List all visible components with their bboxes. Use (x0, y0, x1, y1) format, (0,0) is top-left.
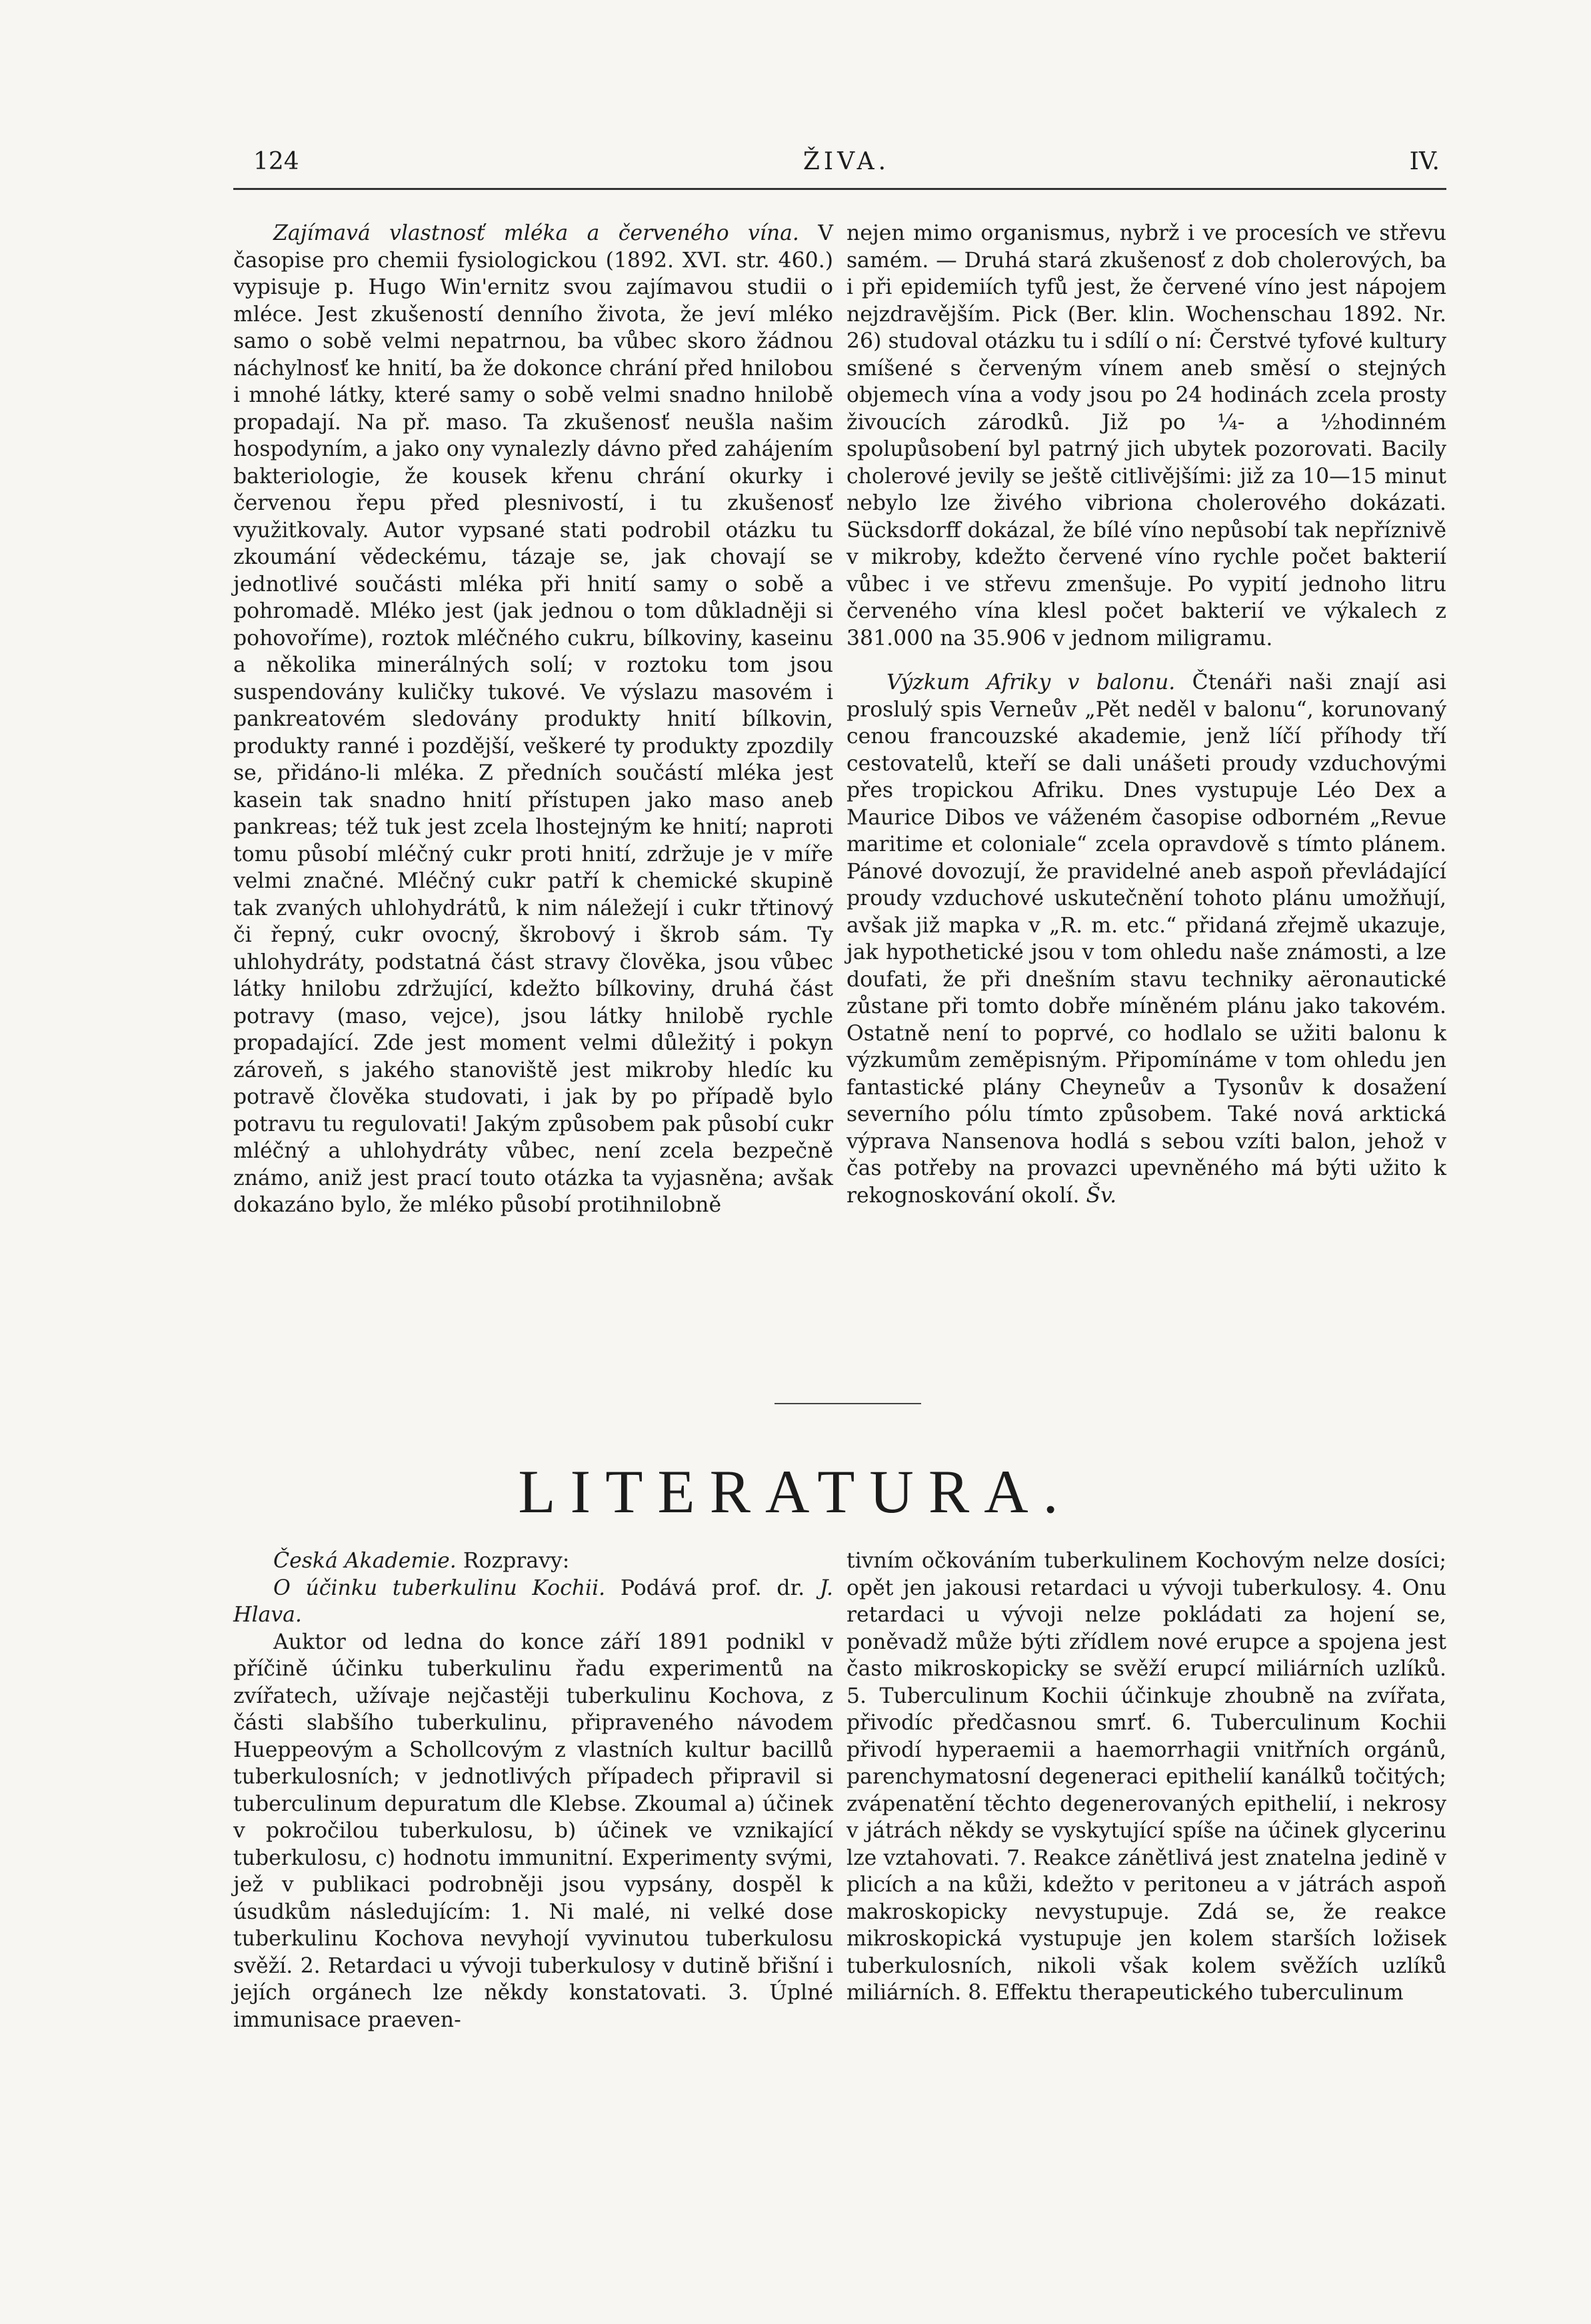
article-column-left (233, 220, 833, 1393)
article-paragraph (233, 220, 833, 1219)
article-column-right (846, 220, 1446, 1393)
article-title: Výzkum Afriky v balonu. (886, 670, 1176, 694)
article-paragraph (846, 669, 1446, 1209)
review-title-line (233, 1575, 833, 1629)
page-number: 124 (253, 148, 299, 175)
header-rule (233, 188, 1446, 190)
review-body: Auktor od ledna do konce září 1891 podnikl v příčině účinku tuberkulinu řadu experimentů na zvířatech, užívaje nejčastěji tuberkulinu Kochova, z části slabšího tuberkulinu, připraveného návodem Hueppeovým a Schollcovým z vlastních kultur bacillů tuberkulosních; v jednotlivých případech připravil si tuberculinum depuratum dle Klebse. Zkoumal a) účinek v pokročilou tuberkulosu, b) účinek ve vznikající tuberkulosu, c) hodnotu immunitní. Experimenty svými, jež v publikaci podrobněji jsou vypsány, dospěl k úsudkům následujícím: 1. Ni malé, ni velké dose tuberkulinu Kochova nevyhojí vyvinutou tuberkulosu svěží. 2. Retardaci u vývoji tuberkulosy v dutině břišní i jejích orgánech lze někdy konstatovati. 3. Úplné immunisace praeven- (233, 1630, 833, 2032)
review-work-title: O účinku tuberkulinu Kochii. (273, 1576, 606, 1600)
article-title: Zajímavá vlastnosť mléka a červeného vína. (273, 221, 799, 245)
section-heading: LITERATURA. (518, 1458, 1073, 1526)
journal-title: ŽIVA. (802, 148, 890, 175)
literature-column-left (233, 1548, 833, 2081)
volume-number: IV. (1409, 148, 1440, 175)
page-header (253, 148, 1440, 188)
review-continuation: tivním očkováním tuberkulinem Kochovým nelze dosíci; opět jen jakousi retardaci u vývoji tuberkulosy. 4. Onu retardaci u vývoji nelze pokládati za hojení se, poněvadž může býti zřídlem nové erupce a spojena jest často mikroskopicky se svěží erupcí miliárních uzlíků. 5. Tuberculinum Kochii účinkuje zhoubně na zvířata, přivodíc předčasnou smrť. 6. Tuberculinum Kochii přivodí hyperaemii a haemorrhagii vnitřních orgánů, parenchymatosní degeneraci epithelií kanálků točitých; zvápenatění těchto degenerovaných epithelií, i nekrosy v játrách někdy se vyskytující spíše na účinek glycerinu lze vztahovati. 7. Reakce zánětlivá jest znatelna jedině v plicích a na kůži, kdežto v peritoneu a v játrách aspoň makroskopicky nevystupuje. Zdá se, že reakce mikroskopická vystupuje jen kolem starších ložisek tuberkulosních, nikoli však kolem svěžích uzlíků miliárních. 8. Effektu therapeutického tuberculinum (846, 1549, 1446, 2005)
article-body: Čtenáři naši znají asi proslulý spis Verneův „Pět neděl v balonu“, korunovaný cenou francouzské akademie, jenž líčí příhody tří cestovatelů, kteří se dali unášeti proudy vzduchovými přes tropickou Afriku. Dnes vystupuje Léo Dex a Maurice Dibos ve váženém časopise odborném „Revue maritime et coloniale“ zcela opravdově s tímto plánem. Pánové dovozují, že pravidelné aneb aspoň převládající proudy vzduchové uskutečnění tohoto plánu umožňují, avšak již mapka v „R. m. etc.“ přidaná zřejmě ukazuje, jak hypothetické jsou v tom ohledu naše známosti, a lze doufati, že při dnešním stavu techniky aëronautické zůstane při tomto dobře míněném plánu jako takovém. Ostatně není to poprvé, co hodlalo se užiti balonu k výzkumům zeměpisným. Připomínáme v tom ohledu jen fantastické plány Cheyneův a Tysonův k dosažení severního pólu tímto způsobem. Také nová arktická výprava Nansenova hodlá s sebou vzíti balon, jehož v čas potřeby na provazci upevněného má býti užito k rekognoskování okolí. (846, 670, 1447, 1208)
article-continuation: nejen mimo organismus, nybrž i ve procesích ve střevu samém. — Druhá stará zkušenosť z dob cholerových, ba i při epidemiích tyfů jest, že červené víno jest nápojem nejzdravějším. Pick (Ber. klin. Wochenschau 1892. Nr. 26) studoval otázku tu i sdílí o ní: Čerstvé tyfové kultury smíšené s červeným vínem aneb směsí o stejných objemech vína a vody jsou po 24 hodinách zcela prosty živoucích zárodků. Již po ¼- a ½hodinném spolupůsobení byl patrný jich ubytek pozorovati. Bacily cholerové jevily se ještě citlivějšími: již za 10—15 minut nebylo lze živého vibriona cholerového dokázati. Sücksdorff dokázal, že bílé víno nepůsobí tak nepříznivě v mikroby, kdežto červené víno rychle počet bakterií vůbec i ve střevu zmenšuje. Po vypití jednoho litru červeného vína klesl počet bakterií ve výkalech z 381.000 na 35.906 v jednom miligramu. (846, 221, 1446, 650)
article-body: V časopise pro chemii fysiologickou (1892. XVI. str. 460.) vypisuje p. Hugo Win'ernitz svou zajímavou studii o mléce. Jest zkušeností denního života, že jeví mléko samo o sobě velmi nepatrnou, ba vůbec skoro žádnou náchylnosť ke hnití, ba že dokonce chrání před hnilobou i mnohé látky, které samy o sobě velmi snadno hnilobě propadají. Na př. maso. Ta zkušenosť neušla našim hospodyním, a jako ony vynalezly dávno před zahájením bakteriologie, že kousek křenu chrání okurky i červenou řepu před plesnivostí, i tu zkušenosť využitkovaly. Autor vypsané stati podrobil otázku tu zkoumání vědeckému, tázaje se, jak chovají se jednotlivé součásti mléka při hnití samy o sobě a pohromadě. Mléko jest (jak jednou o tom důkladněji si pohovoříme), roztok mléčného cukru, bílkoviny, kaseinu a několika minerálných solí; v roztoku tom jsou suspendovány kuličky tukové. Ve výslazu masovém i pankreatovém sledovány produkty hnití bílkovin, produkty ranné i pozdější, veškeré ty produkty zpozdily se, přidáno-li mléka. Z předních součástí mléka jest kasein tak snadno hnití přístupen jako maso aneb pankreas; též tuk jest zcela lhostejným ke hnití; naproti tomu působí mléčný cukr proti hnití, zdržuje je v míře velmi značné. Mléčný cukr patří k chemické skupině tak zvaných uhlohydrátů, k nim náležejí i cukr třtinový či řepný, cukr ovocný, škrobový i škrob sám. Ty uhlohydráty, podstatná část stravy člověka, jsou vůbec látky hnilobu zdržující, kdežto bílkoviny, druhá část potravy (maso, vejce), jsou látky hnilobě rychle propadající. Zde jest moment velmi důležitý i pokyn zároveň, s jakého stanoviště jest mikroby hledíc ku potravě člověka studovati, i jak by po případě bylo potravu tu regulovati! Jakým způsobem pak působí cukr mléčný a uhlohydráty vůbec, není zcela bezpečně známo, aniž jest prací touto otázka ta vyjasněna; avšak dokazáno bylo, že mléko působí protihnilobně (233, 221, 833, 1217)
literature-column-right (846, 1548, 1446, 2081)
section-divider (775, 1403, 921, 1404)
review-author-intro: Podává prof. dr. (620, 1576, 805, 1600)
author-signature: Šv. (1086, 1183, 1117, 1208)
review-header (233, 1548, 833, 1575)
review-org: Česká Akademie. (273, 1549, 457, 1573)
review-author: J. Hlava. (233, 1576, 834, 1627)
review-org-tail: Rozpravy: (463, 1549, 570, 1573)
